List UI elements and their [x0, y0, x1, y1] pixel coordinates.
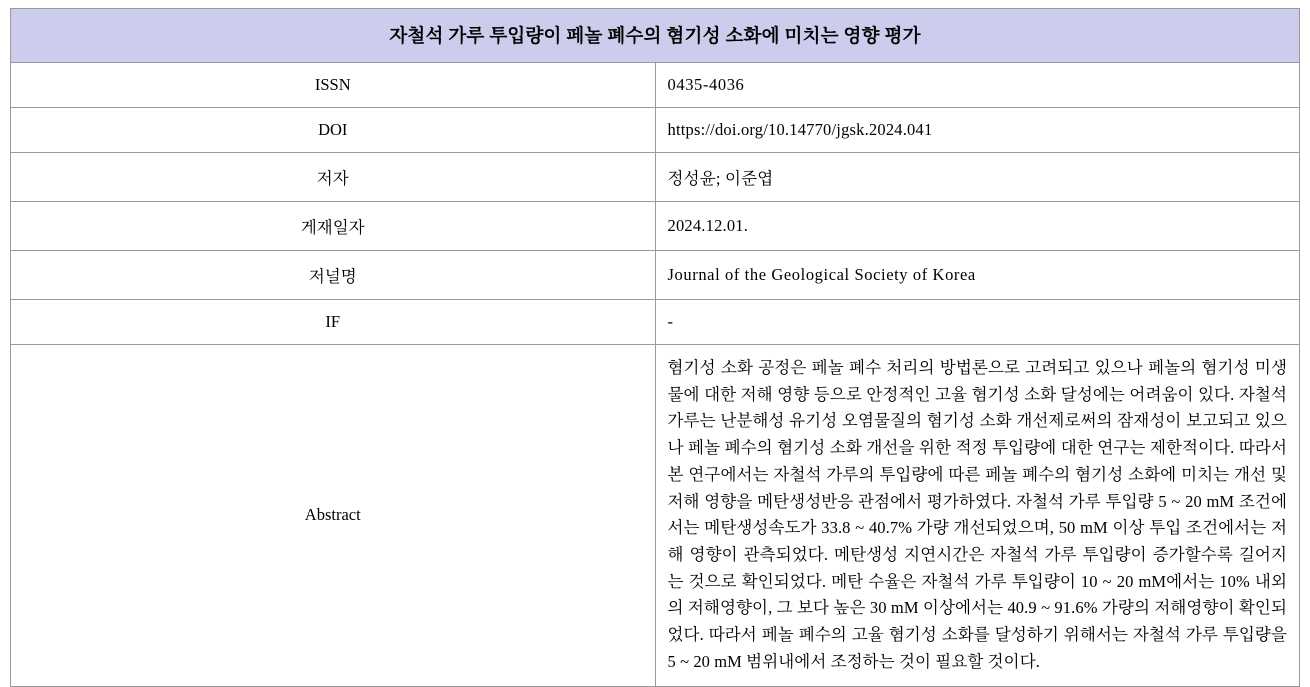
row-value-doi[interactable]: https://doi.org/10.14770/jgsk.2024.041 [655, 108, 1300, 153]
row-value-publication-date: 2024.12.01. [655, 202, 1300, 251]
row-value-journal: Journal of the Geological Society of Korea [655, 251, 1300, 300]
table-row [11, 202, 1300, 251]
row-label-publication-date: 게재일자 [11, 202, 656, 251]
article-metadata-table [10, 8, 1300, 687]
row-label-issn: ISSN [11, 63, 656, 108]
table-row [11, 251, 1300, 300]
row-label-abstract: Abstract [11, 345, 656, 687]
abstract-text: 혐기성 소화 공정은 페놀 폐수 처리의 방법론으로 고려되고 있으나 페놀의 혐기성 미생물에 대한 저해 영향 등으로 안정적인 고율 혐기성 소화 달성에는 어려움이 있다. 자철석 가루는 난분해성 유기성 오염물질의 혐기성 소화 개선제로써의 잠재성이 보고되고 있으나 페놀 폐수의 혐기성 소화 개선을 위한 적정 투입량에 대한 연구는 제한적이다. 따라서 본 연구에서는 자철석 가루의 투입량에 따른 페놀 폐수의 혐기성 소화에 미치는 개선 및 저해 영향을 메탄생성반응 관점에서 평가하였다. 자철석 가루 투입량 5 ~ 20 mM 조건에서는 메탄생성속도가 33.8 ~ 40.7% 가량 개선되었으며, 50 mM 이상 투입 조건에서는 저해 영향이 관측되었다. 메탄생성 지연시간은 자철석 가루 투입량이 증가할수록 길어지는 것으로 확인되었다. 메탄 수율은 자철석 가루 투입량이 10 ~ 20 mM에서는 10% 내외의 저해영향이, 그 보다 높은 30 mM 이상에서는 40.9 ~ 91.6% 가량의 저해영향이 확인되었다. 따라서 페놀 폐수의 고율 혐기성 소화를 달성하기 위해서는 자철석 가루 투입량을 5 ~ 20 mM 범위내에서 조정하는 것이 필요할 것이다. [655, 345, 1300, 687]
page-title: 자철석 가루 투입량이 페놀 폐수의 혐기성 소화에 미치는 영향 평가 [11, 9, 1300, 63]
table-row [11, 108, 1300, 153]
table-row [11, 153, 1300, 202]
row-label-journal: 저널명 [11, 251, 656, 300]
row-value-if: - [655, 300, 1300, 345]
row-label-doi: DOI [11, 108, 656, 153]
table-row-abstract [11, 345, 1300, 687]
table-row [11, 63, 1300, 108]
table-row [11, 300, 1300, 345]
row-label-if: IF [11, 300, 656, 345]
table-row-title [11, 9, 1300, 63]
row-value-author: 정성윤; 이준엽 [655, 153, 1300, 202]
row-value-issn: 0435-4036 [655, 63, 1300, 108]
row-label-author: 저자 [11, 153, 656, 202]
